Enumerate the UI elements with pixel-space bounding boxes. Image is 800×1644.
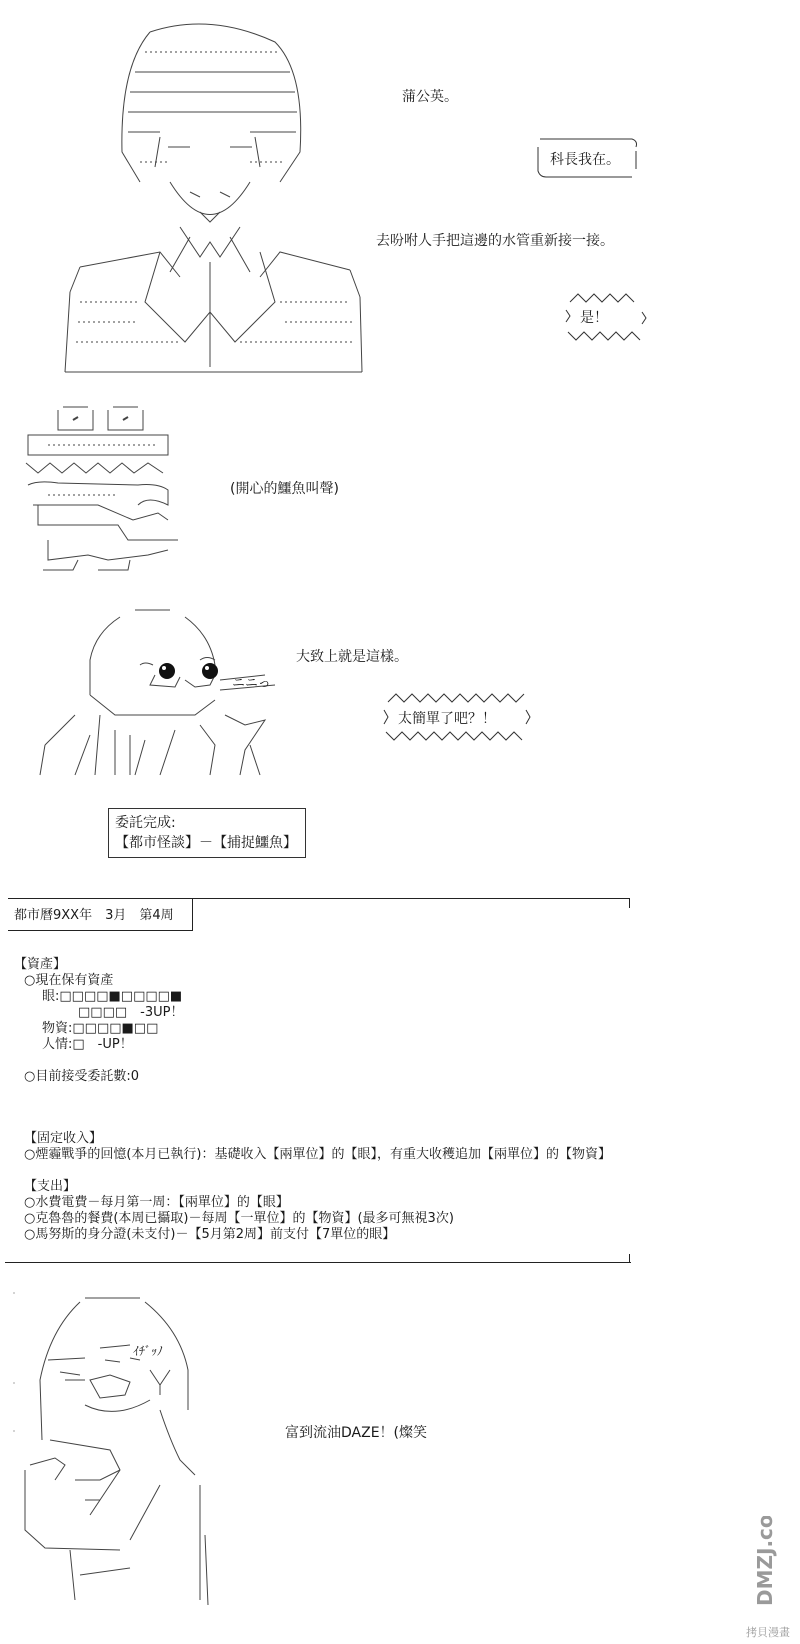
shout-bubble (562, 288, 650, 344)
caption: (開心的鱷魚叫聲) (230, 481, 339, 497)
left-eye (159, 663, 175, 679)
expense-item: ○馬努斯的身分證(未支付)－【5月第2周】前支付【7單位的眼】 (24, 1227, 396, 1242)
dmzj-logo (740, 1516, 790, 1606)
material-assets-row: 物資:□□□□■□□ (42, 1021, 159, 1036)
watermark-footer: 拷貝漫畫 (746, 1626, 790, 1639)
eye-assets-row-2: □□□□ -3UP！ (78, 1005, 184, 1020)
shout-bubble-text: 是！ (580, 310, 608, 326)
art-sound-text: ニニっ (232, 676, 271, 691)
dialogue-line: 富到流油DAZE！(燦笑 (285, 1425, 428, 1441)
speech-bubble-text: 科長我在。 (550, 152, 620, 168)
shout-bubble-text: 太簡單了吧？！ (398, 711, 496, 727)
dialogue-line: 去吩咐人手把這邊的水管重新接一接。 (376, 233, 614, 249)
expense-item: ○克魯魯的餐費(本周已攝取)－每周【一單位】的【物資】(最多可無視3次) (24, 1211, 454, 1226)
watermark-logo-text: DMZJ.com (753, 1516, 777, 1606)
status-date: 都市曆9XX年 3月 第4周 (14, 908, 174, 923)
site-watermark (740, 1516, 790, 1639)
eye-assets-row-1: 眼:□□□□■□□□□■ (42, 989, 183, 1004)
fixed-income-item: ○煙霾戰爭的回憶(本月已執行)：基礎收入【兩單位】的【眼】，有重大收穫追加【兩單位】的【物資】 (24, 1147, 611, 1162)
assets-header: 【資產】 (14, 957, 67, 972)
commissions-count: ○目前接受委託數:0 (24, 1069, 139, 1084)
quest-complete-detail: 【都市怪談】－【捕捉鱷魚】 (115, 835, 297, 851)
speech-bubble (532, 135, 642, 181)
status-bottom-rule-right-tick (629, 1254, 630, 1263)
grinning-character-art (10, 1290, 225, 1610)
quest-complete-box (108, 808, 306, 858)
shout-bubble (380, 690, 535, 745)
right-eye (202, 663, 218, 679)
dialogue-line: 蒲公英。 (402, 89, 458, 105)
officer-character-art (50, 12, 370, 377)
expenses-header: 【支出】 (24, 1179, 77, 1194)
status-top-rule-right-tick (629, 898, 630, 908)
crocodile-art (18, 395, 208, 585)
art-sign-text: ｲﾁﾞｯﾉ (133, 1344, 164, 1358)
favor-assets-row: 人情:□ -UP！ (42, 1037, 133, 1052)
status-bottom-rule (5, 1262, 631, 1263)
dialogue-line: 大致上就是這樣。 (296, 649, 408, 665)
fixed-income-header: 【固定收入】 (24, 1131, 103, 1146)
current-assets-label: ○現在保有資產 (24, 973, 114, 988)
expense-item: ○水費電費－每月第一周：【兩單位】的【眼】 (24, 1195, 289, 1210)
quest-complete-label: 委託完成: (115, 815, 176, 831)
